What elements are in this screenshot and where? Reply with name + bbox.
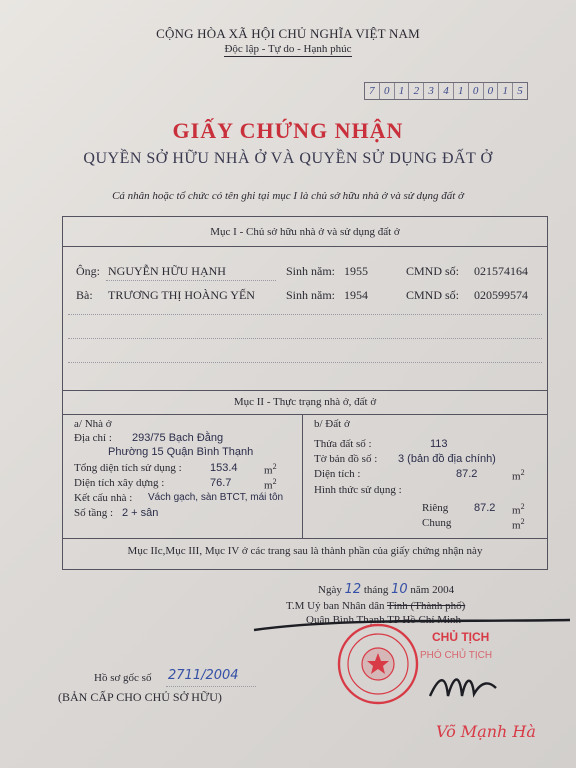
- authority-line-2: Quận Bình Thạnh TP Hồ Chí Minh: [306, 614, 462, 626]
- structure-label: Kết cấu nhà :: [74, 492, 133, 504]
- owner-1-birth-label: Sinh năm:: [286, 264, 336, 278]
- divider: [62, 414, 548, 415]
- land-area-label: Diện tích :: [314, 468, 361, 480]
- file-number-value: 2711/2004: [168, 668, 239, 683]
- signer-name: Võ Mạnh Hà: [436, 722, 536, 741]
- section-2-heading: Mục II - Thực trạng nhà ở, đất ở: [233, 396, 377, 408]
- map-label: Tờ bản đồ số :: [314, 453, 378, 465]
- total-area-unit: [264, 462, 277, 477]
- serial-digit: 5: [517, 85, 523, 97]
- map-value: 3 (bản đồ địa chính): [398, 453, 496, 465]
- land-area-value: 87.2: [456, 468, 478, 480]
- parcel-value: 113: [430, 438, 448, 450]
- official-seal-icon: [336, 622, 420, 706]
- built-area-label: Diện tích xây dựng :: [74, 477, 165, 489]
- owner-2-id-label: CMND số:: [406, 288, 460, 302]
- intro-text: Cá nhân hoặc tổ chức có tên ghi tại mục I là chủ sở hữu nhà ở và sử dụng đất ở: [112, 190, 464, 202]
- serial-digit: 7: [365, 83, 380, 99]
- document-title: GIẤY CHỨNG NHẬN: [172, 118, 404, 143]
- footnote: Mục IIc,Mục III, Mục IV ở các trang sau là thành phần của giấy chứng nhận này: [127, 545, 483, 557]
- address-line-2: Phường 15 Quận Bình Thạnh: [108, 446, 254, 458]
- motto-text: Độc lập - Tự do - Hạnh phúc: [224, 43, 352, 55]
- unit-superscript: 2: [272, 462, 277, 471]
- structure-value: Vách gạch, sàn BTCT, mái tôn: [148, 492, 284, 503]
- divider: [62, 390, 548, 391]
- unit-superscript: 2: [520, 502, 525, 511]
- serial-digit: 0: [380, 83, 395, 99]
- year-value: 2004: [432, 584, 455, 596]
- serial-digit: 1: [498, 83, 513, 99]
- column-divider: [302, 414, 303, 538]
- address-line-1: 293/75 Bạch Đằng: [132, 432, 224, 444]
- stamp-chairman: CHỦ TỊCH: [432, 630, 490, 644]
- country-heading: CỘNG HÒA XÃ HỘI CHỦ NGHĨA VIỆT NAM: [156, 26, 420, 41]
- owner-1-id-label: CMND số:: [406, 264, 460, 278]
- land-heading: b/ Đất ở: [314, 418, 350, 430]
- divider: [62, 538, 548, 539]
- stamp-vice-chairman: PHÓ CHỦ TỊCH: [420, 650, 493, 661]
- dotted-line: [106, 280, 276, 281]
- authority-province-struck: Tỉnh (Thành phố): [387, 600, 466, 612]
- serial-number: [364, 82, 528, 100]
- total-area-value: 153.4: [210, 462, 238, 474]
- serial-digit: 2: [409, 83, 424, 99]
- owner-2-prefix: Bà:: [76, 288, 93, 302]
- file-number-label: Hồ sơ gốc số: [94, 672, 152, 684]
- section-1-heading: Mục I - Chủ sở hữu nhà ở và sử dụng đất ở: [210, 226, 400, 238]
- shared-unit: [512, 517, 525, 532]
- usage-label: Hình thức sử dụng :: [314, 484, 402, 496]
- day-value: 12: [344, 582, 362, 597]
- dotted-line: [68, 362, 542, 363]
- month-value: 10: [391, 582, 408, 597]
- private-label: Riêng: [422, 502, 449, 514]
- private-unit: [512, 502, 525, 517]
- unit-superscript: 2: [520, 468, 525, 477]
- serial-digit: 4: [439, 83, 454, 99]
- document-subtitle: QUYỀN SỞ HỮU NHÀ Ở VÀ QUYỀN SỬ DỤNG ĐẤT Ở: [83, 150, 493, 167]
- owner-1-prefix: Ông:: [76, 264, 100, 278]
- land-area-unit: [512, 468, 525, 483]
- built-area-value: 76.7: [210, 477, 232, 489]
- dotted-line: [68, 314, 542, 315]
- owner-2-birth-label: Sinh năm:: [286, 288, 336, 302]
- owner-1-id: 021574164: [474, 264, 528, 278]
- serial-digit: 0: [469, 83, 484, 99]
- dotted-line: [68, 338, 542, 339]
- address-label: Địa chỉ :: [74, 432, 112, 444]
- private-value: 87.2: [474, 502, 496, 514]
- copy-note: (BẢN CẤP CHO CHỦ SỞ HỮU): [58, 690, 222, 704]
- month-label: tháng: [363, 584, 389, 596]
- owner-1-birth: 1955: [344, 264, 368, 278]
- owner-2-id: 020599574: [474, 288, 528, 302]
- serial-digit: 0: [484, 83, 499, 99]
- floors-value: 2 + sân: [122, 507, 159, 519]
- authority-ubnd: T.M Uỷ ban Nhân dân: [286, 600, 385, 612]
- parcel-label: Thửa đất số :: [314, 438, 372, 450]
- unit-text: m: [512, 470, 521, 483]
- built-area-unit: [264, 477, 277, 492]
- day-label: Ngày: [318, 584, 342, 596]
- serial-digit: 1: [454, 83, 469, 99]
- year-label: năm: [410, 584, 430, 596]
- unit-text: m: [512, 504, 521, 517]
- owner-2-birth: 1954: [344, 288, 368, 302]
- unit-text: m: [264, 464, 273, 477]
- owner-2-name: TRƯƠNG THỊ HOÀNG YẾN: [108, 288, 255, 302]
- serial-digit: 1: [395, 83, 410, 99]
- date-line: [318, 582, 454, 597]
- unit-superscript: 2: [272, 477, 277, 486]
- shared-label: Chung: [422, 517, 452, 529]
- owner-1-name: NGUYỄN HỮU HẠNH: [108, 264, 226, 278]
- unit-text: m: [512, 519, 521, 532]
- unit-superscript: 2: [520, 517, 525, 526]
- floors-label: Số tầng :: [74, 507, 114, 519]
- house-heading: a/ Nhà ở: [74, 418, 112, 430]
- total-area-label: Tổng diện tích sử dụng :: [74, 462, 182, 474]
- dotted-line: [166, 686, 256, 687]
- motto: [0, 43, 576, 55]
- divider: [62, 246, 548, 247]
- unit-text: m: [264, 479, 273, 492]
- serial-digit: 3: [424, 83, 439, 99]
